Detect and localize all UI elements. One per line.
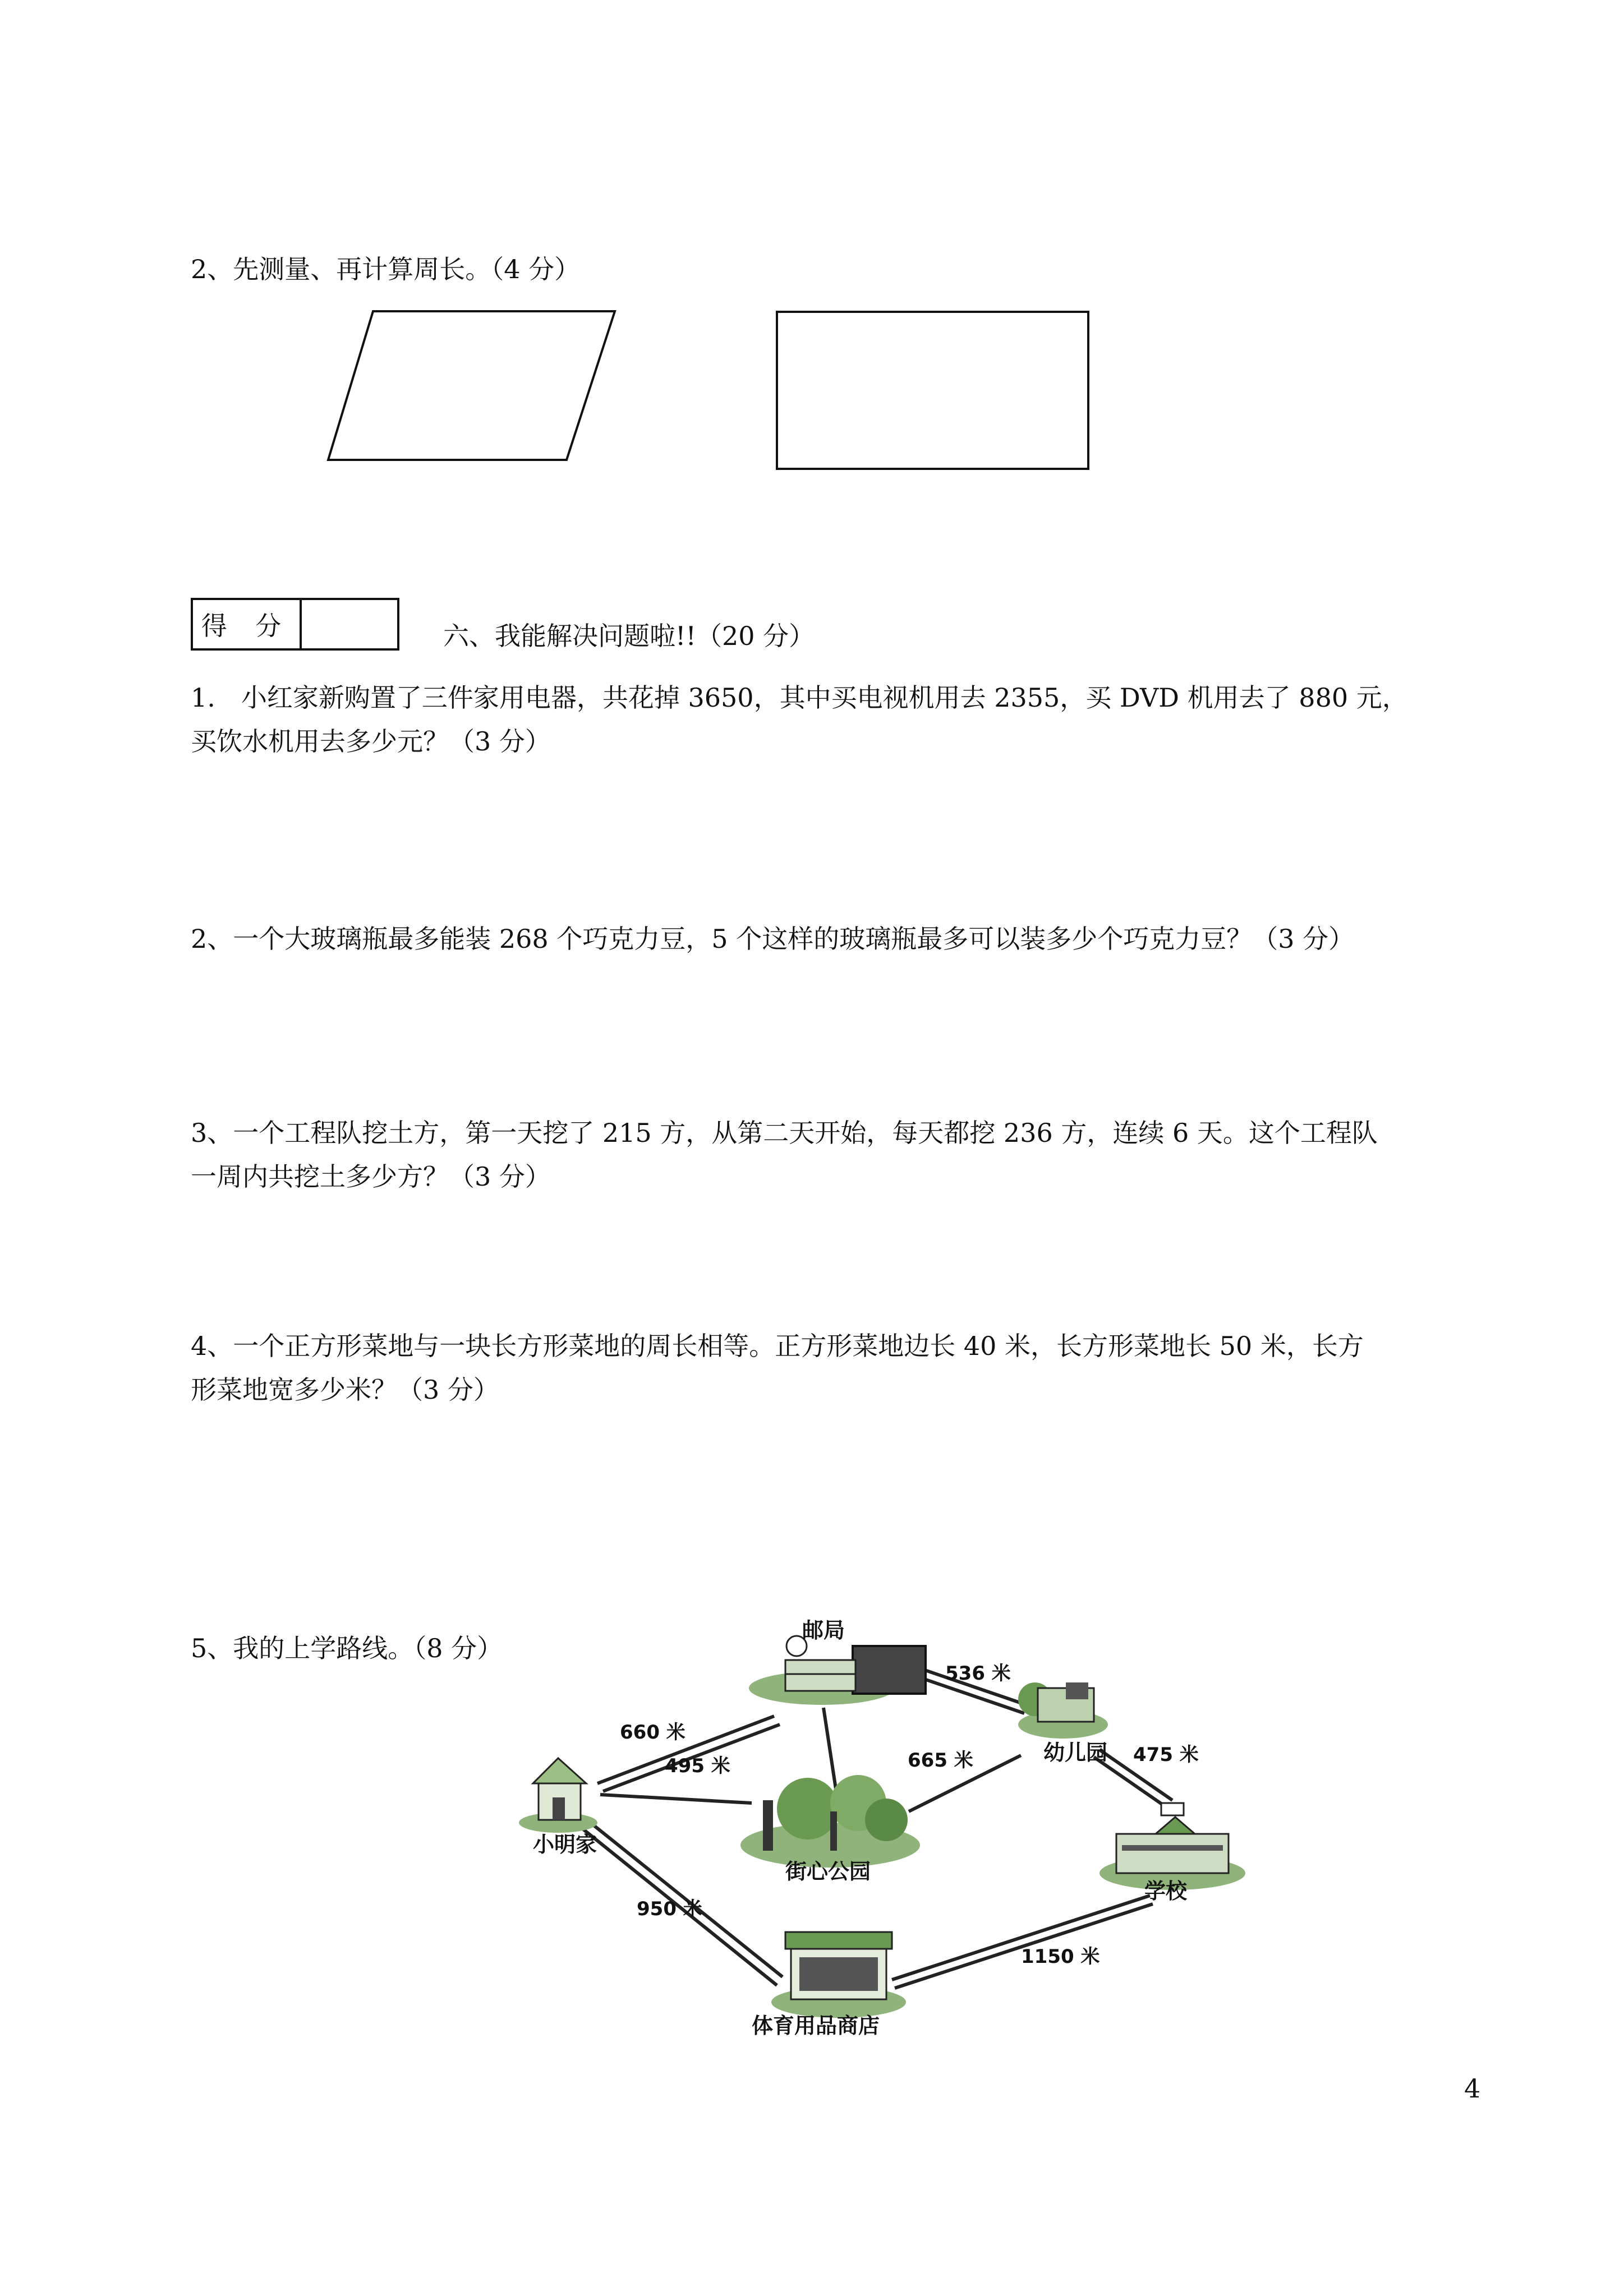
question-4-line-2: 形菜地宽多少米？（3 分） <box>191 1375 499 1405</box>
park-icon <box>740 1775 920 1868</box>
score-box <box>191 598 399 651</box>
label-school: 学校 <box>1144 1879 1188 1903</box>
page-number: 4 <box>1464 2073 1481 2104</box>
score-blank <box>302 600 397 648</box>
post-office-icon <box>749 1636 926 1705</box>
question-2: 2、一个大玻璃瓶最多能装 268 个巧克力豆，5 个这样的玻璃瓶最多可以装多少个巧克力豆？（3 分） <box>191 924 1355 954</box>
house-icon <box>519 1758 597 1833</box>
distance-home-store: 950 米 <box>637 1898 702 1920</box>
rectangle-shape <box>777 312 1088 469</box>
section-6-title: 六、我能解决问题啦!!（20 分） <box>443 621 815 651</box>
distance-store-school: 1150 米 <box>1021 1945 1100 1968</box>
measure-question-title: 2、先测量、再计算周长。（4 分） <box>191 254 581 284</box>
route-map <box>0 1598 1624 2047</box>
label-park: 街心公园 <box>785 1859 871 1884</box>
question-3-line-1: 3、一个工程队挖土方，第一天挖了 215 方，从第二天开始，每天都挖 236 方，连续 6 天。这个工程队 <box>191 1118 1378 1148</box>
distance-home-park: 495 米 <box>665 1755 730 1777</box>
road-home-park <box>600 1795 752 1803</box>
question-4-line-1: 4、一个正方形菜地与一块长方形菜地的周长相等。正方形菜地边长 40 米，长方形菜地长 50 米，长方 <box>191 1331 1364 1361</box>
distance-kinder-school: 475 米 <box>1133 1744 1199 1766</box>
label-home: 小明家 <box>533 1832 597 1857</box>
label-post-office: 邮局 <box>802 1618 845 1643</box>
question-3-line-2: 一周内共挖土多少方？（3 分） <box>191 1161 551 1192</box>
distance-post-kinder: 536 米 <box>945 1662 1011 1685</box>
kindergarten-icon <box>1018 1682 1108 1739</box>
question-1-line-2: 买饮水机用去多少元？（3 分） <box>191 726 551 757</box>
sports-store-icon <box>771 1932 906 2018</box>
shapes-figure <box>0 0 1624 505</box>
distance-home-post: 660 米 <box>620 1721 686 1744</box>
score-label: 得 分 <box>193 600 302 648</box>
question-5-title: 5、我的上学路线。（8 分） <box>191 1633 503 1663</box>
distance-park-kinder: 665 米 <box>908 1749 973 1772</box>
label-sports-store: 体育用品商店 <box>752 2013 880 2038</box>
question-1-line-1: 1. 小红家新购置了三件家用电器，共花掉 3650，其中买电视机用去 2355，买 DVD 机用去了 880 元， <box>191 683 1408 713</box>
parallelogram-shape <box>328 311 615 460</box>
road-post-park <box>823 1708 836 1789</box>
school-icon <box>1099 1803 1245 1890</box>
label-kindergarten: 幼儿园 <box>1043 1740 1108 1765</box>
